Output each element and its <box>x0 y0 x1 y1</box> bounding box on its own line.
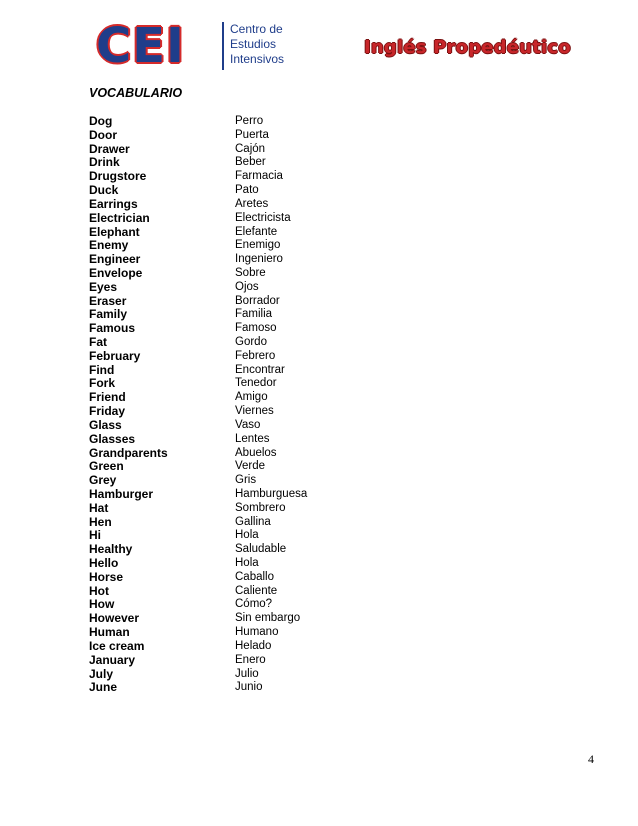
vocabulary-row <box>89 488 419 502</box>
vocabulary-translation: Pato <box>235 184 259 197</box>
vocabulary-translation: Febrero <box>235 349 276 362</box>
vocabulary-term: Grandparents <box>89 445 168 460</box>
vocabulary-translation: Enero <box>235 653 266 666</box>
vocabulary-term: Drawer <box>89 141 130 156</box>
vocabulary-row <box>89 433 419 447</box>
vocabulary-translation: Farmacia <box>235 170 283 183</box>
vocabulary-translation: Sin embargo <box>235 612 301 625</box>
section-heading: VOCABULARIO <box>89 86 183 100</box>
vocabulary-translation: Abuelos <box>235 446 277 459</box>
vocabulary-term: Enemy <box>89 238 129 253</box>
vocabulary-row <box>89 460 419 474</box>
vocabulary-row <box>89 336 419 350</box>
vocabulary-row <box>89 419 419 433</box>
vocabulary-translation: Aretes <box>235 197 269 210</box>
vocabulary-term: Hot <box>89 583 109 598</box>
vocabulary-translation: Saludable <box>235 543 287 556</box>
vocabulary-row <box>89 295 419 309</box>
vocabulary-term: Fat <box>89 335 107 349</box>
vocabulary-term: Hello <box>89 556 119 570</box>
vocabulary-translation: Ojos <box>235 280 259 293</box>
vocabulary-translation: Verde <box>235 460 266 473</box>
logo-text <box>230 22 284 67</box>
vocabulary-translation: Tenedor <box>235 377 277 390</box>
logo-letters: CEI <box>96 18 185 74</box>
vocabulary-term: Eraser <box>89 293 127 308</box>
vocabulary-row <box>89 640 419 654</box>
vocabulary-row <box>89 198 419 212</box>
vocabulary-translation: Perro <box>235 115 264 127</box>
vocabulary-term: Hat <box>89 500 109 515</box>
vocabulary-list <box>89 115 419 695</box>
vocabulary-translation: Gris <box>235 474 257 487</box>
vocabulary-translation: Hamburguesa <box>235 487 308 500</box>
vocabulary-translation: Ingeniero <box>235 253 283 266</box>
vocabulary-translation: Vaso <box>235 418 261 431</box>
vocabulary-row <box>89 585 419 599</box>
vocabulary-term: Ice cream <box>89 638 145 653</box>
vocabulary-term: Green <box>89 459 124 474</box>
vocabulary-translation: Humano <box>235 626 279 639</box>
vocabulary-row <box>89 571 419 585</box>
vocabulary-term: However <box>89 611 140 626</box>
vocabulary-term: Earrings <box>89 196 138 211</box>
vocabulary-term: Famous <box>89 321 136 336</box>
vocabulary-row <box>89 529 419 543</box>
vocabulary-row <box>89 557 419 571</box>
vocabulary-row <box>89 267 419 281</box>
vocabulary-term: Elephant <box>89 224 140 239</box>
vocabulary-translation: Hola <box>235 557 259 569</box>
vocabulary-translation: Viernes <box>235 405 274 418</box>
vocabulary-term: Fork <box>89 376 116 391</box>
vocabulary-row <box>89 502 419 516</box>
vocabulary-translation: Electricista <box>235 211 291 224</box>
vocabulary-row <box>89 129 419 143</box>
vocabulary-translation: Encontrar <box>235 363 285 376</box>
logo-line: Estudios <box>230 37 277 51</box>
vocabulary-term: How <box>89 597 115 612</box>
vocabulary-term: Glass <box>89 417 122 432</box>
vocabulary-translation: Familia <box>235 308 273 321</box>
vocabulary-row <box>89 598 419 612</box>
vocabulary-translation: Cómo? <box>235 598 273 611</box>
vocabulary-term: Dog <box>89 114 113 128</box>
vocabulary-term: June <box>89 680 118 695</box>
vocabulary-row <box>89 654 419 668</box>
vocabulary-term: Horse <box>89 569 124 584</box>
vocabulary-translation: Lentes <box>235 432 270 445</box>
vocabulary-row <box>89 364 419 378</box>
logo-line: Intensivos <box>230 52 285 66</box>
vocabulary-row <box>89 253 419 267</box>
vocabulary-row <box>89 668 419 682</box>
vocabulary-term: Duck <box>89 183 119 198</box>
vocabulary-translation: Julio <box>235 667 259 680</box>
vocabulary-term: Glasses <box>89 431 136 446</box>
vocabulary-row <box>89 543 419 557</box>
vocabulary-term: Hi <box>89 528 101 543</box>
vocabulary-row <box>89 405 419 419</box>
vocabulary-translation: Elefante <box>235 225 278 238</box>
vocabulary-term: Envelope <box>89 265 143 280</box>
vocabulary-translation: Enemigo <box>235 239 281 252</box>
vocabulary-term: Friend <box>89 390 126 405</box>
vocabulary-term: Friday <box>89 404 126 419</box>
vocabulary-term: Eyes <box>89 279 118 294</box>
page-header <box>0 0 638 80</box>
vocabulary-translation: Gordo <box>235 336 267 348</box>
vocabulary-row <box>89 322 419 336</box>
vocabulary-row <box>89 391 419 405</box>
vocabulary-term: Hen <box>89 514 112 529</box>
vocabulary-term: Find <box>89 362 115 377</box>
vocabulary-term: Engineer <box>89 252 141 267</box>
vocabulary-translation: Helado <box>235 639 272 652</box>
vocabulary-translation: Junio <box>235 681 263 694</box>
vocabulary-row <box>89 308 419 322</box>
vocabulary-row <box>89 212 419 226</box>
vocabulary-translation: Cajón <box>235 142 266 155</box>
vocabulary-row <box>89 350 419 364</box>
vocabulary-translation: Caliente <box>235 584 278 597</box>
vocabulary-row <box>89 115 419 129</box>
vocabulary-row <box>89 281 419 295</box>
vocabulary-translation: Beber <box>235 156 266 169</box>
vocabulary-term: Family <box>89 307 128 322</box>
logo-divider <box>222 22 224 70</box>
vocabulary-translation: Borrador <box>235 294 280 307</box>
vocabulary-term: Door <box>89 127 117 142</box>
vocabulary-row <box>89 447 419 461</box>
vocabulary-term: Electrician <box>89 210 150 225</box>
vocabulary-term: Grey <box>89 473 117 488</box>
vocabulary-row <box>89 626 419 640</box>
vocabulary-translation: Gallina <box>235 515 271 528</box>
vocabulary-term: January <box>89 652 136 667</box>
vocabulary-term: Drugstore <box>89 169 147 184</box>
vocabulary-row <box>89 474 419 488</box>
vocabulary-term: July <box>89 666 114 681</box>
vocabulary-row <box>89 516 419 530</box>
vocabulary-translation: Caballo <box>235 570 274 583</box>
vocabulary-term: Healthy <box>89 542 133 557</box>
vocabulary-row <box>89 377 419 391</box>
cei-logo <box>96 20 296 76</box>
vocabulary-row <box>89 156 419 170</box>
page-number: 4 <box>588 752 594 766</box>
vocabulary-term: Hamburger <box>89 486 154 501</box>
course-title: Inglés Propedéutico <box>364 37 571 58</box>
vocabulary-term: February <box>89 348 141 363</box>
vocabulary-row <box>89 170 419 184</box>
vocabulary-row <box>89 612 419 626</box>
vocabulary-term: Drink <box>89 155 120 170</box>
vocabulary-row <box>89 226 419 240</box>
vocabulary-row <box>89 239 419 253</box>
vocabulary-translation: Hola <box>235 529 259 542</box>
vocabulary-translation: Famoso <box>235 322 277 335</box>
vocabulary-translation: Sobre <box>235 266 266 279</box>
vocabulary-row <box>89 681 419 695</box>
vocabulary-translation: Sombrero <box>235 501 286 514</box>
vocabulary-translation: Amigo <box>235 391 268 404</box>
vocabulary-row <box>89 143 419 157</box>
vocabulary-translation: Puerta <box>235 128 269 141</box>
vocabulary-term: Human <box>89 625 130 640</box>
vocabulary-row <box>89 184 419 198</box>
logo-line: Centro de <box>230 22 283 36</box>
